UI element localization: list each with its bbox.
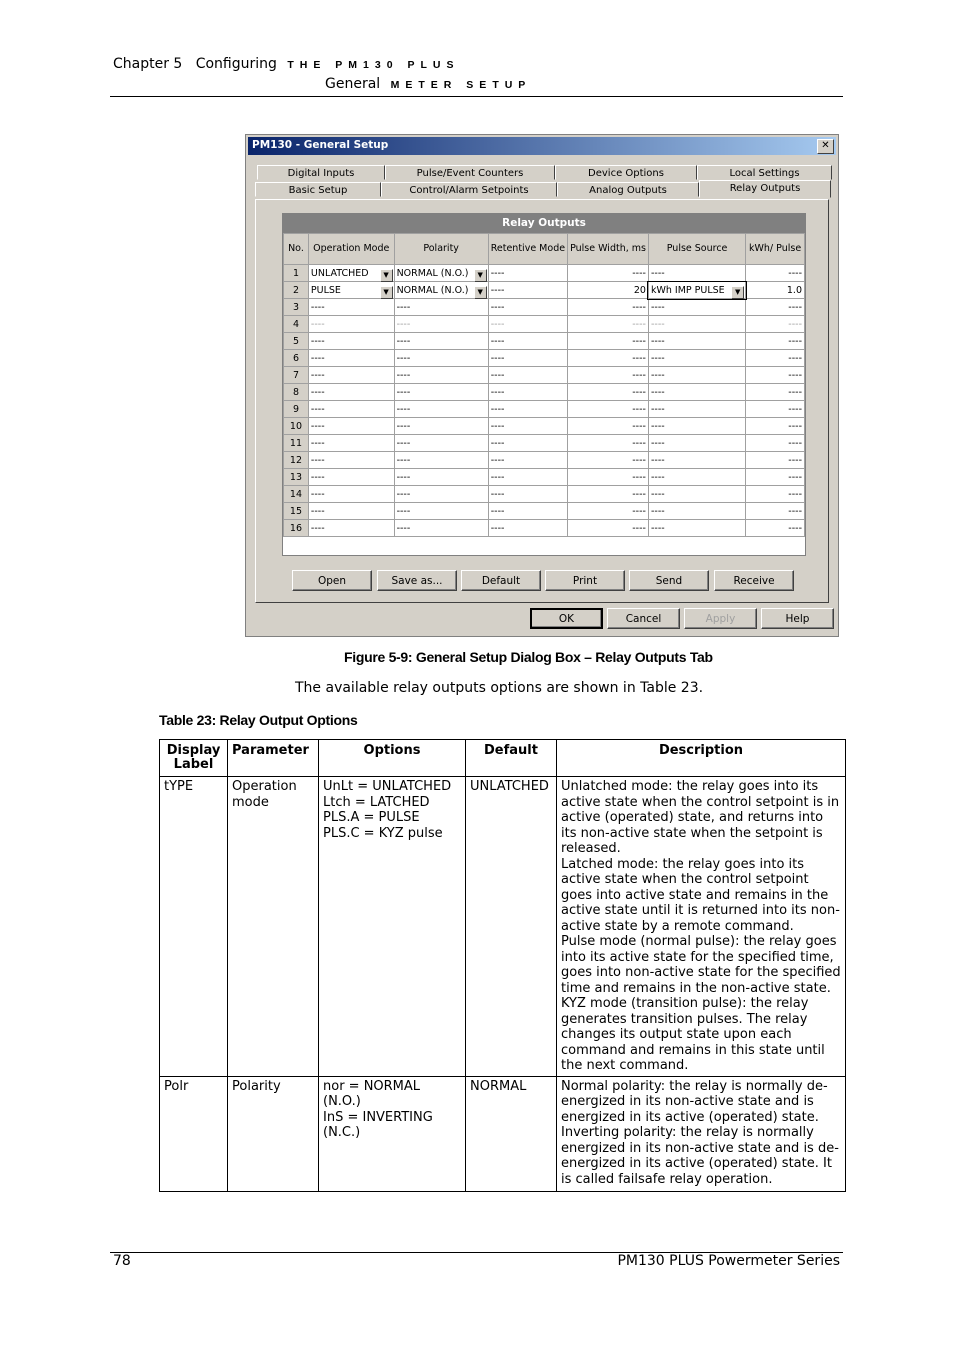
tab-device-options[interactable]: Device Options [555, 165, 697, 180]
pulse-source-cell[interactable]: ---- [648, 350, 745, 367]
receive-button[interactable]: Receive [714, 570, 794, 591]
kwh-pulse-cell[interactable]: ---- [746, 367, 805, 384]
pulse-source-cell[interactable]: ---- [648, 333, 745, 350]
relay-outputs-grid [282, 213, 806, 556]
col-header: Pulse Source [648, 234, 745, 265]
pulse-source-cell[interactable]: ---- [648, 401, 745, 418]
col-header-parameter: Parameter [228, 740, 319, 777]
ok-button[interactable]: OK [530, 608, 603, 629]
pulse-width-cell[interactable]: ---- [568, 503, 649, 520]
grid-title: Relay Outputs [283, 214, 805, 233]
pulse-source-cell[interactable]: ---- [648, 435, 745, 452]
kwh-pulse-cell[interactable]: ---- [746, 333, 805, 350]
dropdown-arrow-icon[interactable]: ▼ [474, 286, 487, 299]
pulse-width-cell[interactable]: ---- [568, 401, 649, 418]
retentive-mode-cell[interactable]: ---- [488, 333, 567, 350]
grid-row [284, 435, 805, 452]
grid-row [284, 486, 805, 503]
relay-table [283, 233, 805, 537]
section-name: METER SETUP [390, 79, 532, 91]
retentive-mode-cell[interactable]: ---- [488, 486, 567, 503]
kwh-pulse-cell[interactable]: ---- [746, 265, 805, 282]
intro-text: The available relay outputs options are shown in Table 23. [295, 680, 704, 696]
options-cell: nor = NORMAL (N.O.) InS = INVERTING (N.C.) [319, 1076, 466, 1192]
retentive-mode-cell[interactable]: ---- [488, 520, 567, 537]
retentive-mode-cell[interactable]: ---- [488, 452, 567, 469]
tab-relay-outputs[interactable]: Relay Outputs [699, 180, 831, 198]
combo-box[interactable] [651, 285, 743, 296]
kwh-pulse-cell[interactable]: ---- [746, 384, 805, 401]
combo-value: NORMAL (N.O.) [396, 267, 469, 279]
tab-digital-inputs[interactable]: Digital Inputs [257, 165, 385, 180]
operation-mode-cell[interactable]: ---- [308, 520, 394, 537]
operation-mode-cell[interactable]: ---- [308, 299, 394, 316]
kwh-pulse-cell[interactable]: ---- [746, 520, 805, 537]
pulse-width-cell[interactable]: ---- [568, 452, 649, 469]
polarity-cell[interactable]: ---- [394, 401, 488, 418]
operation-mode-cell[interactable]: ---- [308, 333, 394, 350]
polarity-cell[interactable]: ---- [394, 333, 488, 350]
pulse-width-cell[interactable]: ---- [568, 435, 649, 452]
col-header-options: Options [319, 740, 466, 777]
operation-mode-cell[interactable]: ---- [308, 384, 394, 401]
col-header-description: Description [557, 740, 846, 777]
polarity-cell[interactable]: ---- [394, 316, 488, 333]
section-general: General [325, 76, 381, 92]
pulse-width-cell[interactable]: ---- [568, 520, 649, 537]
general-setup-dialog [245, 134, 839, 637]
pulse-source-cell[interactable]: ---- [648, 265, 745, 282]
print-button[interactable]: Print [545, 570, 625, 591]
pulse-source-cell[interactable]: ---- [648, 520, 745, 537]
polarity-cell[interactable]: ---- [394, 469, 488, 486]
table-row [160, 777, 846, 1077]
pulse-source-cell[interactable]: ---- [648, 486, 745, 503]
pulse-width-cell[interactable]: ---- [568, 316, 649, 333]
default-cell: NORMAL [466, 1076, 557, 1192]
combo-value: UNLATCHED [310, 267, 369, 279]
dropdown-arrow-icon[interactable]: ▼ [731, 286, 744, 299]
tab-basic-setup[interactable]: Basic Setup [255, 182, 381, 197]
polarity-cell[interactable]: ---- [394, 503, 488, 520]
kwh-pulse-cell[interactable]: ---- [746, 418, 805, 435]
relay-options-table [159, 739, 846, 1192]
dropdown-arrow-icon[interactable]: ▼ [474, 269, 487, 282]
polarity-cell[interactable]: ---- [394, 486, 488, 503]
kwh-pulse-cell[interactable]: ---- [746, 435, 805, 452]
options-cell: UnLt = UNLATCHED Ltch = LATCHED PLS.A = PULSE PLS.C = KYZ pulse [319, 777, 466, 1077]
row-number: 2 [284, 282, 309, 299]
grid-row [284, 401, 805, 418]
chapter-title: Configuring [195, 56, 277, 72]
pulse-source-cell[interactable]: ---- [648, 452, 745, 469]
col-header: Pulse Width, ms [568, 234, 649, 265]
apply-button[interactable]: Apply [684, 608, 757, 629]
footer-series: PM130 PLUS Powermeter Series [617, 1253, 840, 1269]
kwh-pulse-cell[interactable]: ---- [746, 452, 805, 469]
kwh-pulse-cell[interactable]: ---- [746, 401, 805, 418]
operation-mode-cell[interactable]: ---- [308, 503, 394, 520]
kwh-pulse-cell[interactable]: ---- [746, 350, 805, 367]
row-number: 12 [284, 452, 309, 469]
operation-mode-cell[interactable]: ---- [308, 452, 394, 469]
operation-mode-cell[interactable]: ---- [308, 418, 394, 435]
figure-caption: Figure 5-9: General Setup Dialog Box – Relay Outputs Tab [344, 649, 713, 665]
retentive-mode-cell[interactable]: ---- [488, 316, 567, 333]
retentive-mode-cell[interactable]: ---- [488, 350, 567, 367]
pulse-width-cell[interactable]: ---- [568, 350, 649, 367]
grid-row [284, 418, 805, 435]
row-number: 3 [284, 299, 309, 316]
send-button[interactable]: Send [629, 570, 709, 591]
tab-pulse-event-counters[interactable]: Pulse/Event Counters [385, 165, 555, 180]
pulse-width-cell[interactable]: 20 [568, 282, 649, 299]
polarity-cell[interactable]: ---- [394, 435, 488, 452]
operation-mode-cell[interactable]: ---- [308, 316, 394, 333]
grid-row [284, 282, 805, 299]
col-header: Operation Mode [308, 234, 394, 265]
grid-row [284, 384, 805, 401]
close-icon[interactable]: ✕ [817, 139, 834, 154]
grid-row [284, 503, 805, 520]
operation-mode-cell[interactable] [308, 265, 394, 282]
pulse-source-cell[interactable]: ---- [648, 316, 745, 333]
kwh-pulse-cell[interactable]: ---- [746, 469, 805, 486]
tab-control-alarm-setpoints[interactable]: Control/Alarm Setpoints [381, 182, 557, 197]
kwh-pulse-cell[interactable]: ---- [746, 486, 805, 503]
operation-mode-cell[interactable]: ---- [308, 435, 394, 452]
row-number: 5 [284, 333, 309, 350]
polarity-cell[interactable]: ---- [394, 299, 488, 316]
running-header-section [325, 76, 531, 92]
retentive-mode-cell[interactable]: ---- [488, 265, 567, 282]
product-name: THE PM130 PLUS [287, 59, 460, 71]
page-number: 78 [113, 1253, 131, 1269]
operation-mode-cell[interactable]: ---- [308, 469, 394, 486]
pulse-width-cell[interactable]: ---- [568, 299, 649, 316]
combo-box[interactable] [311, 285, 392, 296]
operation-mode-cell[interactable]: ---- [308, 401, 394, 418]
display-label-cell: tYPE [160, 777, 228, 1077]
chapter-label: Chapter 5 [113, 56, 183, 72]
combo-box[interactable] [311, 268, 392, 279]
pulse-source-cell[interactable]: ---- [648, 469, 745, 486]
combo-box[interactable] [397, 285, 486, 296]
polarity-cell[interactable]: ---- [394, 520, 488, 537]
col-header: Polarity [394, 234, 488, 265]
header-rule [110, 96, 843, 97]
polarity-cell[interactable] [394, 282, 488, 299]
combo-box[interactable] [397, 268, 486, 279]
pulse-width-cell[interactable]: ---- [568, 418, 649, 435]
polarity-cell[interactable]: ---- [394, 452, 488, 469]
grid-row [284, 520, 805, 537]
grid-row [284, 316, 805, 333]
combo-value: PULSE [310, 284, 341, 296]
retentive-mode-cell[interactable]: ---- [488, 503, 567, 520]
default-cell: UNLATCHED [466, 777, 557, 1077]
dialog-title: PM130 - General Setup [252, 139, 389, 151]
pulse-width-cell[interactable]: ---- [568, 333, 649, 350]
grid-row [284, 350, 805, 367]
retentive-mode-cell[interactable]: ---- [488, 367, 567, 384]
description-cell: Normal polarity: the relay is normally de-energized in its non-active state and is energized in its active (operated) state. Inverting polarity: the relay is normally energized in its non-active state and is de-energized in its active (operated) state. It is called failsafe relay operation. [557, 1076, 846, 1192]
table-header-row [160, 740, 846, 777]
operation-mode-cell[interactable] [308, 282, 394, 299]
col-header: No. [284, 234, 309, 265]
row-number: 4 [284, 316, 309, 333]
pulse-source-cell[interactable]: ---- [648, 299, 745, 316]
polarity-cell[interactable]: ---- [394, 384, 488, 401]
polarity-cell[interactable] [394, 265, 488, 282]
polarity-cell[interactable]: ---- [394, 350, 488, 367]
retentive-mode-cell[interactable]: ---- [488, 384, 567, 401]
grid-header-row [284, 234, 805, 265]
table-title: Table 23: Relay Output Options [159, 712, 358, 728]
col-header-default: Default [466, 740, 557, 777]
kwh-pulse-cell[interactable]: 1.0 [746, 282, 805, 299]
pulse-source-cell[interactable]: ---- [648, 503, 745, 520]
kwh-pulse-cell[interactable]: ---- [746, 316, 805, 333]
operation-mode-cell[interactable]: ---- [308, 486, 394, 503]
running-header-chapter [113, 56, 459, 72]
parameter-cell: Polarity [228, 1076, 319, 1192]
row-number: 13 [284, 469, 309, 486]
col-header-display-label: Display Label [160, 740, 228, 777]
pulse-source-cell[interactable] [648, 282, 745, 299]
retentive-mode-cell[interactable]: ---- [488, 435, 567, 452]
pulse-width-cell[interactable]: ---- [568, 486, 649, 503]
row-number: 7 [284, 367, 309, 384]
pulse-width-cell[interactable]: ---- [568, 469, 649, 486]
tab-local-settings[interactable]: Local Settings [697, 165, 832, 180]
pulse-width-cell[interactable]: ---- [568, 384, 649, 401]
cancel-button[interactable]: Cancel [607, 608, 680, 629]
retentive-mode-cell[interactable]: ---- [488, 469, 567, 486]
retentive-mode-cell[interactable]: ---- [488, 418, 567, 435]
save-as-button[interactable]: Save as... [377, 570, 457, 591]
row-number: 16 [284, 520, 309, 537]
row-number: 14 [284, 486, 309, 503]
pulse-source-cell[interactable]: ---- [648, 367, 745, 384]
row-number: 6 [284, 350, 309, 367]
row-number: 10 [284, 418, 309, 435]
row-number: 11 [284, 435, 309, 452]
kwh-pulse-cell[interactable]: ---- [746, 503, 805, 520]
operation-mode-cell[interactable]: ---- [308, 367, 394, 384]
col-header: Retentive Mode [488, 234, 567, 265]
polarity-cell[interactable]: ---- [394, 418, 488, 435]
grid-row [284, 469, 805, 486]
kwh-pulse-cell[interactable]: ---- [746, 299, 805, 316]
default-button[interactable]: Default [461, 570, 541, 591]
retentive-mode-cell[interactable]: ---- [488, 299, 567, 316]
grid-row [284, 333, 805, 350]
operation-mode-cell[interactable]: ---- [308, 350, 394, 367]
row-number: 1 [284, 265, 309, 282]
description-cell: Unlatched mode: the relay goes into its active state when the control setpoint is in active (operated) state, and returns into its non-active state when the setpoint is released. Latched mode: the relay goes into its active state when the control setpoint goes into active state and remains in the active state until it is returned into its non-active state by a remote command. Pulse mode (normal pulse): the relay goes into its active state for the specified time, goes into non-active state for the specified time and remains in the non-active state. KYZ mode (transition pulse): the relay generates transition pulses. The relay changes its output state upon each command and remains in this state until the next command. [557, 777, 846, 1077]
pulse-width-cell[interactable]: ---- [568, 265, 649, 282]
combo-value: kWh IMP PULSE [650, 284, 725, 296]
dropdown-arrow-icon[interactable]: ▼ [380, 286, 393, 299]
pulse-width-cell[interactable]: ---- [568, 367, 649, 384]
pulse-source-cell[interactable]: ---- [648, 418, 745, 435]
polarity-cell[interactable]: ---- [394, 367, 488, 384]
row-number: 15 [284, 503, 309, 520]
display-label-cell: Polr [160, 1076, 228, 1192]
parameter-cell: Operation mode [228, 777, 319, 1077]
col-header: kWh/ Pulse [746, 234, 805, 265]
grid-row [284, 265, 805, 282]
pulse-source-cell[interactable]: ---- [648, 384, 745, 401]
row-number: 8 [284, 384, 309, 401]
help-button[interactable]: Help [761, 608, 834, 629]
open-button[interactable]: Open [292, 570, 372, 591]
retentive-mode-cell[interactable]: ---- [488, 401, 567, 418]
row-number: 9 [284, 401, 309, 418]
combo-value: NORMAL (N.O.) [396, 284, 469, 296]
table-row [160, 1076, 846, 1192]
grid-row [284, 452, 805, 469]
grid-row [284, 299, 805, 316]
dropdown-arrow-icon[interactable]: ▼ [380, 269, 393, 282]
grid-row [284, 367, 805, 384]
retentive-mode-cell[interactable]: ---- [488, 282, 567, 299]
tab-analog-outputs[interactable]: Analog Outputs [557, 182, 699, 197]
dialog-titlebar [248, 137, 836, 155]
